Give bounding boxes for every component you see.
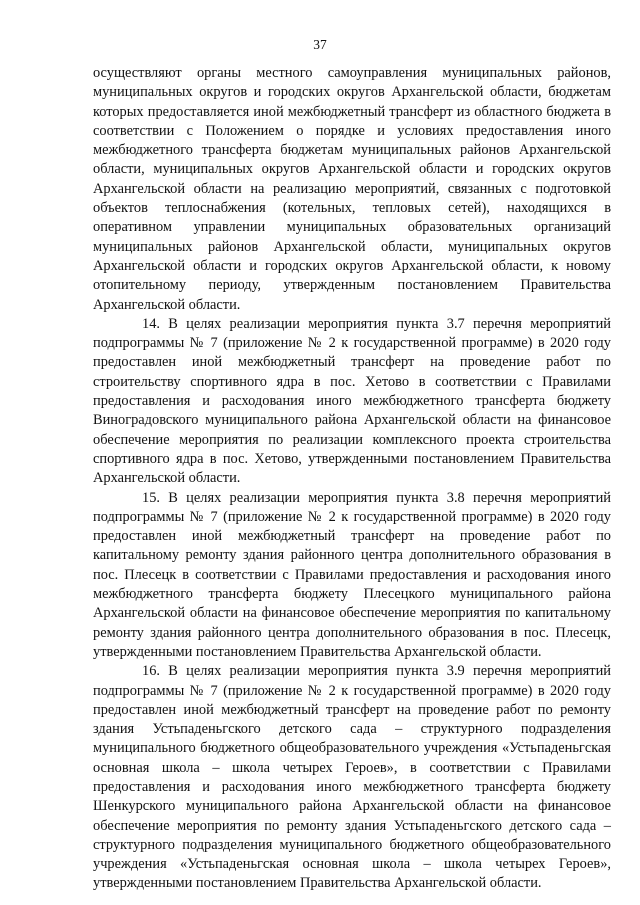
- paragraph-continuation: осуществляют органы местного самоуправления муниципальных районов, муниципальных округов и городских округов Архангельской области, бюджетам которых предоставляется иной межбюджетный трансферт из областного бюджета в соответствии с Положением о порядке и условиях предоставления иного межбюджетного трансферта бюджетам муниципальных районов Архангельской области, муниципальных округов Архангельской области и городских округов Архангельской области на реализацию мероприятий, связанных с подготовкой объектов теплоснабжения (котельных, тепловых сетей), находящихся в оперативном управлении муниципальных образовательных организаций муниципальных районов Архангельской области, муниципальных округов Архангельской области и городских округов Архангельской области, к новому отопительному периоду, утвержденным постановлением Правительства Архангельской области.: [93, 65, 611, 313]
- paragraph-14: 14. В целях реализации мероприятия пункта 3.7 перечня мероприятий подпрограммы № 7 (приложение № 2 к государственной программе) в 2020 году предоставлен иной межбюджетный трансферт на проведение работ по строительству спортивного ядра в пос. Хетово в соответствии с Правилами предоставления и расходования иного межбюджетного трансферта бюджету Виноградовского муниципального района Архангельской области на финансовое обеспечение мероприятия по реализации комплексного проекта строительства спортивного ядра в пос. Хетово, утвержденными постановлением Правительства Архангельской области.: [93, 315, 611, 487]
- document-body: [93, 64, 611, 894]
- paragraph-16: 16. В целях реализации мероприятия пункта 3.9 перечня мероприятий подпрограммы № 7 (приложение № 2 к государственной программе) в 2020 году предоставлен иной межбюджетный трансферт на проведение работ по ремонту здания Устьпаденьгского детского сада – структурного подразделения муниципального бюджетного общеобразовательного учреждения «Устьпаденьгская основная школа – школа четырех Героев», в соответствии с Правилами предоставления и расходования иного межбюджетного трансферта бюджету Шенкурского муниципального района Архангельской области на финансовое обеспечение мероприятия по ремонту здания Устьпаденьгского детского сада – структурного подразделения муниципального бюджетного общеобразовательного учреждения «Устьпаденьгская основная школа – школа четырех Героев», утвержденными постановлением Правительства Архангельской области.: [93, 663, 611, 892]
- paragraph-15: 15. В целях реализации мероприятия пункта 3.8 перечня мероприятий подпрограммы № 7 (приложение № 2 к государственной программе) в 2020 году предоставлен иной межбюджетный трансферт на проведение работ по капитальному ремонту здания районного центра дополнительного образования в пос. Плесецк в соответствии с Правилами предоставления и расходования иного межбюджетного трансферта бюджету Плесецкого муниципального района Архангельской области на финансовое обеспечение мероприятия по капитальному ремонту здания районного центра дополнительного образования в пос. Плесецк, утвержденными постановлением Правительства Архангельской области.: [93, 489, 611, 660]
- page-number: 37: [313, 37, 327, 52]
